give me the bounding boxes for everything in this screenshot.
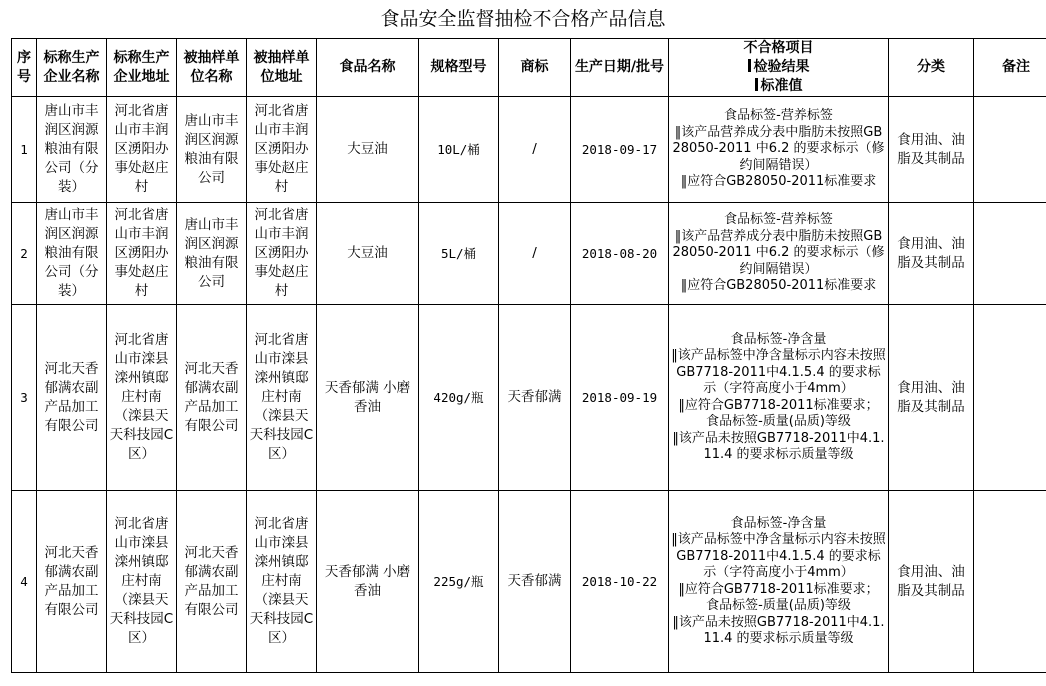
cell-producer-name: 河北天香郁满农副产品加工有限公司: [37, 305, 107, 491]
cell-nonconforming-detail: [669, 491, 889, 673]
cell-nonconforming-detail: [669, 203, 889, 305]
cell-spec: 225g/瓶: [419, 491, 499, 673]
nonconforming-products-table: [11, 38, 1046, 673]
cell-seq: 3: [12, 305, 37, 491]
cell-producer-address: 河北省唐山市丰润区湧阳办事处赵庄村: [107, 97, 177, 203]
table-row: [12, 491, 1046, 673]
cell-sampled-unit-name: 唐山市丰润区润源粮油有限公司: [177, 97, 247, 203]
cell-seq: 1: [12, 97, 37, 203]
cell-producer-address: 河北省唐山市丰润区湧阳办事处赵庄村: [107, 203, 177, 305]
table-row: [12, 97, 1046, 203]
bar-mark-icon: [755, 78, 758, 91]
detail-line: 食品标签-质量(品质)等级: [706, 598, 851, 613]
cell-note: [974, 203, 1046, 305]
page-title: 食品安全监督抽检不合格产品信息: [380, 8, 666, 30]
detail-line: ‖该产品未按照GB7718-2011中4.1.11.4 的要求标示质量等级: [672, 614, 885, 646]
cell-sampled-unit-address: 河北省唐山市丰润区湧阳办事处赵庄村: [247, 97, 317, 203]
cell-producer-address: 河北省唐山市滦县滦州镇邸庄村南（滦县天天科技园C区）: [107, 491, 177, 673]
cell-producer-name: 唐山市丰润区润源粮油有限公司（分装）: [37, 203, 107, 305]
detail-lines: [671, 98, 886, 202]
cell-seq: 4: [12, 491, 37, 673]
detail-line: ‖该产品营养成分表中脂肪未按照GB28050-2011 中6.2 的要求标示（修约间隔错误）: [672, 124, 885, 173]
header-producer-address: 标称生产企业地址: [107, 39, 177, 97]
cell-brand: /: [499, 97, 571, 203]
cell-note: [974, 97, 1046, 203]
cell-category: 食用油、油脂及其制品: [889, 203, 974, 305]
cell-note: [974, 491, 1046, 673]
cell-brand: 天香郁满: [499, 305, 571, 491]
cell-brand: 天香郁满: [499, 491, 571, 673]
header-item-line2: 检验结果: [753, 59, 810, 75]
cell-sampled-unit-name: 唐山市丰润区润源粮油有限公司: [177, 203, 247, 305]
cell-producer-name: 河北天香郁满农副产品加工有限公司: [37, 491, 107, 673]
detail-line: ‖应符合GB28050-2011标准要求: [680, 174, 877, 190]
detail-line: 食品标签-营养标签: [724, 108, 833, 124]
detail-line: ‖该产品未按照GB7718-2011中4.1.11.4 的要求标示质量等级: [672, 430, 885, 462]
cell-brand: /: [499, 203, 571, 305]
header-sampled-unit-name: 被抽样单位名称: [177, 39, 247, 97]
detail-lines: [671, 492, 886, 672]
cell-producer-address: 河北省唐山市滦县滦州镇邸庄村南（滦县天天科技园C区）: [107, 305, 177, 491]
cell-category: 食用油、油脂及其制品: [889, 97, 974, 203]
header-producer-name: 标称生产企业名称: [37, 39, 107, 97]
header-item-line3: 标准值: [760, 78, 803, 94]
header-nonconforming-item: [669, 39, 889, 97]
detail-line: 食品标签-净含量: [730, 515, 827, 531]
table-header-row: [12, 39, 1046, 97]
cell-nonconforming-detail: [669, 97, 889, 203]
table-row: [12, 203, 1046, 305]
cell-production-date: 2018-08-20: [571, 203, 669, 305]
detail-lines: [671, 306, 886, 490]
table-row: [12, 305, 1046, 491]
detail-line: ‖应符合GB7718-2011标准要求；: [678, 397, 879, 413]
detail-line: ‖该产品标签中净含量标示内容未按照GB7718-2011中4.1.5.4 的要求标示（字符高度小于4mm）: [671, 348, 886, 396]
cell-sampled-unit-address: 河北省唐山市滦县滦州镇邸庄村南（滦县天天科技园C区）: [247, 491, 317, 673]
header-sampled-unit-address: 被抽样单位地址: [247, 39, 317, 97]
cell-spec: 420g/瓶: [419, 305, 499, 491]
header-item-line1: 不合格项目: [743, 40, 814, 56]
cell-production-date: 2018-09-19: [571, 305, 669, 491]
header-note: 备注: [974, 39, 1046, 97]
cell-category: 食用油、油脂及其制品: [889, 491, 974, 673]
cell-food-name: 大豆油: [317, 97, 419, 203]
cell-seq: 2: [12, 203, 37, 305]
cell-note: [974, 305, 1046, 491]
cell-production-date: 2018-10-22: [571, 491, 669, 673]
header-food-name: 食品名称: [317, 39, 419, 97]
detail-lines: [671, 204, 886, 304]
cell-nonconforming-detail: [669, 305, 889, 491]
detail-line: ‖该产品营养成分表中脂肪未按照GB28050-2011 中6.2 的要求标示（修约间隔错误）: [672, 228, 885, 277]
cell-food-name: 大豆油: [317, 203, 419, 305]
cell-sampled-unit-name: 河北天香郁满农副产品加工有限公司: [177, 305, 247, 491]
detail-line: 食品标签-净含量: [730, 331, 827, 347]
detail-line: ‖应符合GB7718-2011标准要求；: [678, 581, 879, 597]
cell-spec: 10L/桶: [419, 97, 499, 203]
cell-sampled-unit-address: 河北省唐山市滦县滦州镇邸庄村南（滦县天天科技园C区）: [247, 305, 317, 491]
header-brand: 商标: [499, 39, 571, 97]
cell-production-date: 2018-09-17: [571, 97, 669, 203]
detail-line: 食品标签-营养标签: [724, 212, 833, 228]
header-seq: 序号: [12, 39, 37, 97]
cell-sampled-unit-name: 河北天香郁满农副产品加工有限公司: [177, 491, 247, 673]
header-category: 分类: [889, 39, 974, 97]
header-spec: 规格型号: [419, 39, 499, 97]
cell-food-name: 天香郁满 小磨香油: [317, 305, 419, 491]
detail-line: 食品标签-质量(品质)等级: [706, 414, 851, 429]
detail-line: ‖该产品标签中净含量标示内容未按照GB7718-2011中4.1.5.4 的要求标示（字符高度小于4mm）: [671, 532, 886, 580]
bar-mark-icon: [748, 59, 751, 72]
cell-spec: 5L/桶: [419, 203, 499, 305]
cell-category: 食用油、油脂及其制品: [889, 305, 974, 491]
cell-food-name: 天香郁满 小磨香油: [317, 491, 419, 673]
cell-sampled-unit-address: 河北省唐山市丰润区湧阳办事处赵庄村: [247, 203, 317, 305]
cell-producer-name: 唐山市丰润区润源粮油有限公司（分装）: [37, 97, 107, 203]
detail-line: ‖应符合GB28050-2011标准要求: [680, 278, 877, 294]
header-production-date: 生产日期/批号: [571, 39, 669, 97]
